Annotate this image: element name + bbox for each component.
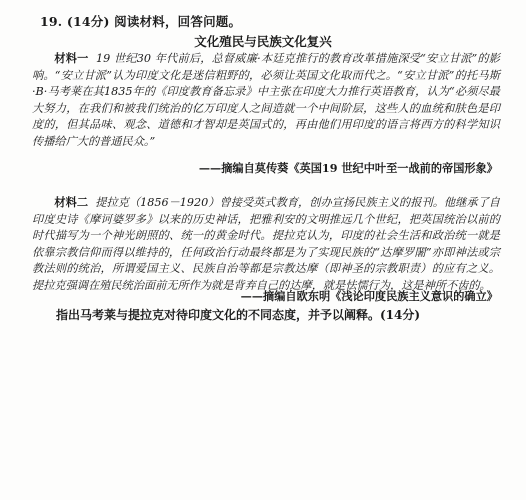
question-header: 19. (14分) 阅读材料，回答问题。 — [40, 14, 242, 29]
question-prompt: 指出马考莱与提拉克对待印度文化的不同态度，并予以阐释。(14分) — [56, 308, 421, 322]
material-one-text: 19 世纪30 年代前后，总督威廉·本廷克推行的教育改革措施深受“安立甘派”的影响。“安立甘派”认为印度文化是迷信粗野的，必须让英国文化取而代之。“安立甘派”的托马斯·B·马考莱在其1835年的《印度教育备忘录》中主张在印度大力推行英语教育，认为“必须尽最大努力，在我们和被我们统治的亿万印度人之间造就一个中间阶层，这些人的血统和肤色是印度的，但其品味、观念、道德和才智却是英国式的，再由他们用印度的语言将西方的科学知识传播给广大的普通民众。” — [32, 52, 500, 148]
material-one-paragraph — [32, 50, 500, 151]
material-two-text: 提拉克（1856－1920）曾接受英式教育，创办宣扬民族主义的报刊。他继承了自印度史诗《摩诃婆罗多》以来的历史神话，把雅利安的文明推远几个世纪，把英国统治以前的时代描写为一个神光朗照的、统一的黄金时代。提拉克认为，印度的社会生活和政治统一就是依靠宗教信仰而得以维持的，任何政治行动最终都是为了实现民族的“达摩罗闍”亦即神法或宗教法则的统治，所谓爱国主义、民族自治等都是宗教达摩（即神圣的宗教职责）的应有之义。提拉克强调在殖民统治面前无所作为就是背弃自己的达摩，就是怯懦行为，这是神所不齿的。 — [32, 196, 500, 292]
material-two-source: ——摘编自欧东明《浅论印度民族主义意识的确立》 — [240, 289, 498, 303]
question-title: 文化殖民与民族文化复兴 — [194, 34, 332, 49]
material-two-label: 材料二 — [54, 195, 89, 209]
material-one-label: 材料一 — [54, 51, 89, 65]
material-one-source: ——摘编自莫传葵《英国19 世纪中叶至一战前的帝国形象》 — [198, 161, 498, 175]
material-two-paragraph — [32, 194, 500, 295]
